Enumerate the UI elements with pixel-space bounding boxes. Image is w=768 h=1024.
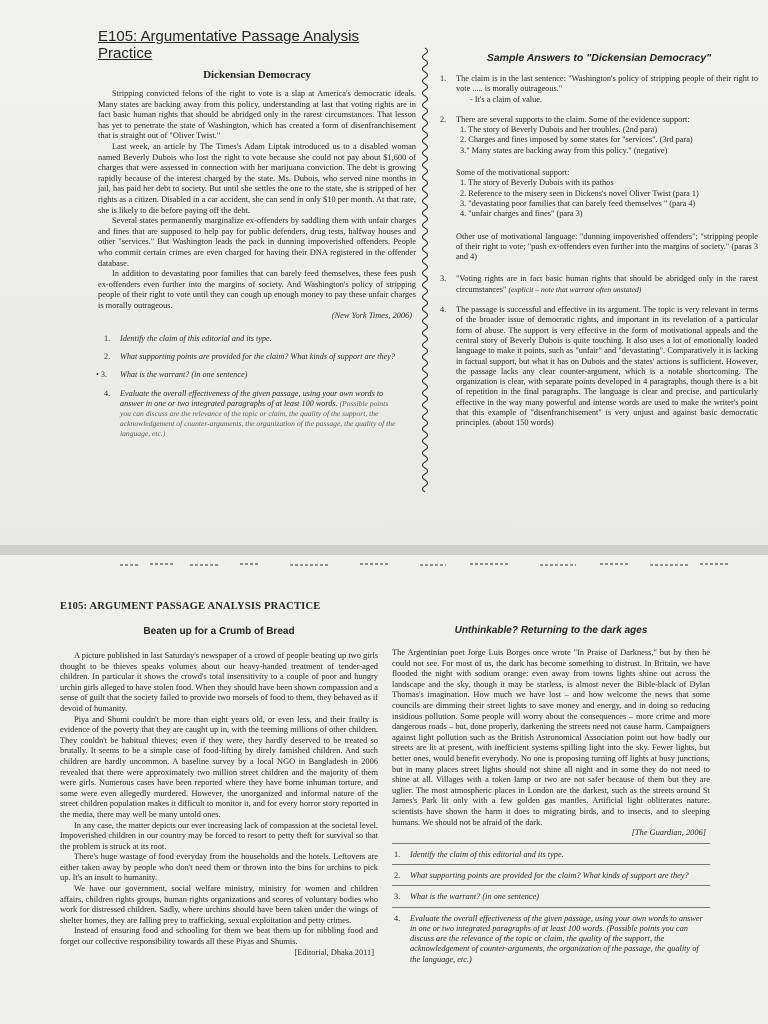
question-text: Identify the claim of this editorial and its type. [410,849,564,859]
right-passage-title: Unthinkable? Returning to the dark ages [454,625,648,636]
left-passage-body [60,651,378,958]
question-text: What is the warrant? (in one sentence) [120,370,248,380]
question-item [98,352,396,362]
answer-item [440,305,758,429]
answer-item [440,168,758,219]
passage-paragraph: A picture published in last Saturday's newspaper of a crowd of people beating up two girls thought to be thieves speaks volumes about our heavy-handed treatment of tender-aged children. In particular it shows the crowd's total insensitivity to a couple of poor and hungry urchin girls alleged to have stolen food. When they should have been shown compassion and a sense of guilt that the society failed to provide two morsels of food to them, they behaved as if devoid of humanity. [60,651,378,713]
question-number: 4. [394,913,401,923]
passage-paragraph: Instead of ensuring food and schooling for them we beat them up for nibbling food and forget our collective responsibility towards all these Piyas and Shumis. [60,926,378,947]
question-number: 3. [394,892,401,902]
answer-subtext: - It's a claim of value. [470,94,542,104]
bottom-worksheet [0,555,768,1024]
bottom-right-column [392,625,710,1021]
question-text: What supporting points are provided for the claim? What kinds of support are they? [410,870,689,880]
bottom-left-column [60,601,378,1021]
question-item [98,334,396,344]
worksheet-title-bottom: E105: ARGUMENT PASSAGE ANALYSIS PRACTICE [60,601,321,612]
top-right-column [440,52,758,537]
answer-text: There are several supports to the claim. Some of the evidence support: [456,114,690,124]
answer-text: The claim is in the last sentence: "Washington's policy of stripping people of their right to vote ..... is morally outrageous." [456,74,758,94]
scan-edge-marks [0,557,768,571]
page-gap [0,545,768,555]
left-passage-title: Beaten up for a Crumb of Bread [143,626,295,637]
answer-number: 1. [440,74,447,83]
question-number: 2. [394,870,401,880]
answer-note: (explicit – note that warrant often unstated) [508,284,642,294]
answer-number: 4. [440,305,447,315]
passage-source: [Editorial, Dhaka 2011] [294,947,374,957]
question-number: 2. [104,352,111,362]
question-number: 4. [104,388,111,398]
answer-subitem: 2. Charges and fines imposed by some states for "services". (3rd para) [460,135,693,145]
question-number: • 3. [96,370,108,380]
answer-text: Some of the motivational support: [456,168,570,178]
separator-line [392,885,710,886]
question-item [392,871,710,881]
answer-subitem: 4. "unfair charges and fines" (para 3) [460,209,583,219]
question-text: Evaluate the overall effectiveness of the given passage, using your own words to answer in one or two integrated paragraphs of at least 100 words. (Possible points you can discuss are the relevance of the topic or claim, the quality of the support, the acknowledgement of counter-arguments, the organization of the passage, the quality of the language, etc.) [410,913,703,964]
answer-subitem: 1. The story of Beverly Dubois and her troubles. (2nd para) [460,125,658,135]
top-left-column [98,28,416,533]
passage-source: [The Guardian, 2006] [631,828,706,838]
worksheet-title: E105: Argumentative Passage Analysis Practice [98,28,359,62]
answer-number: 3. [440,274,447,284]
answer-number: 2. [440,114,447,124]
answer-item [440,115,758,156]
answer-item [440,74,758,105]
answer-text: Other use of motivational language: "dunning impoverished offenders"; "stripping people of their right to vote; "push ex-offenders even further into the margins of society." (paras 3 and 4) [456,231,758,262]
separator-line [392,843,710,844]
passage-paragraph: We have our government, social welfare ministry, ministry for women and children affairs, children rights groups, human rights organizations and scores of voluntary bodies who work for distressed children. Sadly, where urchins should have been taken under the wings of shelter homes, they are falling prey to trafficking, sexual exploitation and petty crimes. [60,884,378,925]
passage-paragraph: The Argentinian poet Jorge Luis Borges once wrote "In Praise of Darkness," but by then he could not see. For most of us, the dark has become something to distrust. In Britain, we have flooded the night with sodium orange: even away from towns lights shine out across the landscape and the sky, though it may be starless, is almost never the Bible-black of Dylan Thomas's imagination. How much we have lost – and how welcome the news that some councils are dimming their street lights to save money and energy, and in doing so reducing insidious pollution. Some people will worry about the consequences – more crime and more dangerous roads – but, done properly, darkening the streets need not cause harm. Campaigners against light pollution such as the British Astronomical Association point out how badly our streets are lit at present, with inefficient systems spilling light into the sky. Fewer lights, but better ones, would benefit everybody. No one is proposing turning off lights at busy junctions, but in many places street lights should not shine all night and in some they do not need to shine at all. Villages with a token lamp or two are not safer because of them but they are uglier. The most atmospheric places in London are the darkest, such as the streets around St James's Park lit only with a few golden gas mantles. Artificial light obliterates nature: scientists have shown the harm it does to migrating birds, and to insects, and to sleeping humans. We should not be afraid of the dark. [392,648,710,827]
answer-item [440,274,758,295]
question-number: 1. [394,849,401,859]
passage-paragraph: In addition to devastating poor families that can barely feed themselves, these fees push ex-offenders even further into the margins of society. And Washington's policy of stripping people of their right to vote until they can cough up enough money to pay these unfair charges is morally outrageous. [98,269,416,310]
answer-subitem: 2. Reference to the misery seen in Dickens's novel Oliver Twist (para 1) [460,188,699,198]
answer-text: "Voting rights are in fact basic human rights that should be abridged only in the rarest circumstances" [456,274,758,294]
question-item [392,850,710,860]
question-text: What is the warrant? (in one sentence) [410,892,540,902]
question-item [392,892,710,902]
passage-paragraph: Several states permanently marginalize ex-offenders by saddling them with unfair charges and fines that are supposed to help pay for public defenders, drug tests, halfway houses and other "services." But Washington leads the pack in dunning impoverished offenders. People who commit certain crimes are even charged for having their DNA registered in the offender database. [98,216,416,268]
question-list [392,850,710,965]
answers-title: Sample Answers to "Dickensian Democracy" [486,52,712,64]
answer-subitem: 1. The story of Beverly Dubois with its pathos [460,178,614,188]
answer-item [440,232,758,263]
question-text: What supporting points are provided for the claim? What kinds of support are they? [120,352,395,362]
answer-subitem: 3. "devastating poor families that can barely feed themselves " (para 4) [460,198,696,208]
passage-paragraph: Stripping convicted felons of the right to vote is a slap at America's democratic ideals. Many states are backing away from this policy, understanding at last that voting rights are in fact basic human rights that should be abridged only in the rarest circumstances. That lesson has yet to penetrate the state of Washington, which has created a form of disenfranchisement that is straight out of "Oliver Twist." [98,89,416,141]
answer-subitem: 3." Many states are backing away from this policy." (negative) [460,145,668,155]
question-list [98,334,416,440]
question-number: 1. [104,334,111,344]
question-text: Evaluate the overall effectiveness of the given passage, using your own words to answer in one or two integrated paragraphs of at least 100 words. [120,388,384,408]
passage-title: Dickensian Democracy [203,69,311,81]
question-hint: (Possible points you can discuss are the relevance of the topic or claim, the quality of the support, the acknowledgement of counter-arguments, the organization of the passage, the quality of the language, etc.) [120,398,396,439]
question-item [392,914,710,965]
passage-paragraph: Last week, an article by The Times's Adam Liptak introduced us to a disabled woman named Beverly Dubois who lost the right to vote because she could not pay about $1,600 of charges that were assessed in connection with her marijuana conviction. The debt is growing rapidly because of the interest charged by the state. Ms. Dubois, who served nine months in jail, has paid her debt to society. But until she settles the one to the state, she is stripped of her rights as a citizen. Disabled in a car accident, she can send in only $10 per month. At that rate, she is likely to die before paying off the debt. [98,141,416,215]
question-text: Identify the claim of this editorial and its type. [120,334,272,344]
passage-source: (New York Times, 2006) [331,311,412,321]
question-item [98,389,396,440]
passage-paragraph: In any case, the matter depicts our ever increasing lack of compassion at the societal level. Impoverished children in our country may be forced to resort to petty theft for survival so that the problem is struck at its root. [60,820,378,851]
passage-paragraph: Piya and Shumi couldn't be more than eight years old, or even less, and their frailty is evidence of the poverty that they are caught up in, with the teeming millions of other children. They couldn't be habitual thieves; even if they were, they hardly deserved to be treated so brutally. It seems to be a simple case of food-lifting by direly famished children. And such children are hardly uncommon. A baseline survey by a local NGO in Bangladesh in 2006 revealed that there were approximately two million street children and the majority of them were girls. Numerous cases have been reported where they have borne inhuman torture, and some were even allegedly murdered. However, the unorganized and informal nature of the street children population makes it difficult to monitor it, and for every horror story reported in the media, there may well be many untold ones. [60,714,379,819]
answer-text: The passage is successful and effective in its argument. The topic is very relevant in terms of the broader issue of democratic rights, and important in its revelation of a particular form of abuse. The support is very effective in the form of motivational appeals and the central story of Beverly Dubois is quite touching. It also uses a lot of emotionally loaded language to make it points, such as "unfair" and "devastating". Comparatively it is lacking in factual support, but what it has on Dubois and the states' actions is sufficient. However, the passage lacks any clear counter-argument, which is a notable shortcoming. The organization is clear, with separate points developed in 4 paragraphs, though there is a bit of repetition in the final paragraphs. The language is clear and precise, and particularly effective in the way many powerful and intense words are used to make the writer's point that this example of "disenfranchisement" is very unjust and against basic democratic principles. (about 150 words) [456,305,758,428]
question-item [98,370,396,380]
separator-line [392,864,710,865]
wavy-divider [418,48,432,494]
separator-line [392,907,710,908]
passage-paragraph: There's huge wastage of food everyday from the households and the hotels. Leftovers are either taken away by people who don't need them or thrown into the bins for urchins to pick up. It's an insult to humanity. [60,852,378,883]
